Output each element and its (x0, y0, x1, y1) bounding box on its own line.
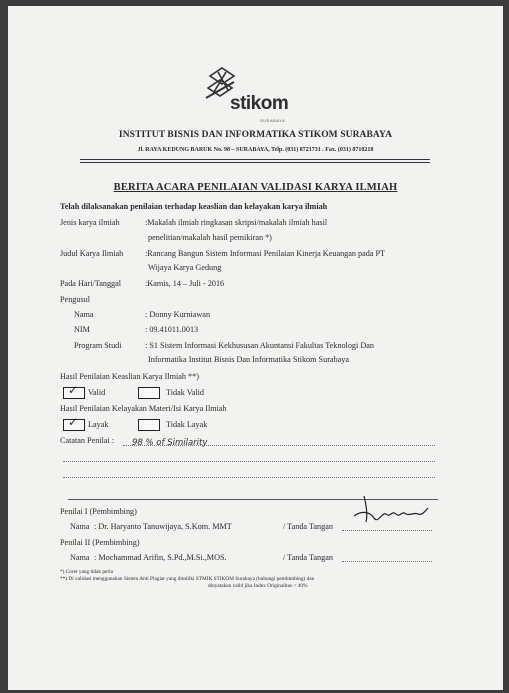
footnote-1: *) Coret yang tidak perlu (60, 569, 114, 575)
footnote-2-cont: dinyatakan valid jika Index Originalitas < 40% (208, 583, 308, 589)
header-divider-thin (80, 162, 430, 163)
jenis-value-cont: penelitian/makalah hasil pemikiran *) (148, 233, 272, 242)
hari-label: Pada Hari/Tanggal (60, 279, 122, 288)
header-divider (80, 159, 430, 160)
tidak-layak-label: Tidak Layak (166, 420, 208, 429)
nama-value: : Donny Kurniawan (145, 310, 211, 319)
tidak-valid-checkbox[interactable] (138, 387, 160, 399)
kelayakan-label: Hasil Penilaian Kelayakan Materi/Isi Karya Ilmiah (60, 404, 227, 413)
layak-label: Layak (88, 420, 109, 429)
judul-value: :Rancang Bangun Sistem Informasi Penilaian Kinerja Keuangan pada PT (145, 249, 386, 258)
catatan-label: Catatan Penilai : (60, 436, 115, 445)
footnote-2: **) Di validasi menggunakan Sistem Anti Plagiat yang dimiliki STMIK STIKOM Surabaya (hubungi pembimbing) dan (60, 576, 315, 582)
jenis-label: Jenis karya ilmiah (60, 218, 120, 227)
tidak-layak-checkbox[interactable] (138, 419, 160, 431)
penilai1-nama-value: : Dr. Haryanto Tanuwijaya, S.Kom. MMT (94, 522, 232, 531)
nama-label: Nama (74, 310, 94, 319)
penilai1-nama-label: Nama (70, 522, 90, 531)
penilai2-nama-label: Nama (70, 553, 90, 562)
signature-icon (344, 490, 432, 530)
judul-label: Judul Karya Ilmiah (60, 249, 124, 258)
prodi-value: : S1 Sistem Informasi Kekhususan Akuntansi Fakultas Teknologi Dan (145, 341, 374, 350)
layak-checkbox[interactable] (63, 415, 85, 431)
catatan-line-3 (63, 477, 435, 478)
prodi-value-cont: Informatika Institut Bisnis Dan Informatika Stikom Surabaya (148, 355, 350, 364)
penilai1-heading: Penilai I (Pembimbing) (60, 507, 137, 516)
penilai1-signature-line (342, 530, 432, 531)
jenis-value: :Makalah ilmiah ringkasan skripsi/makalah ilmiah hasil (145, 218, 328, 227)
catatan-line-2 (63, 461, 435, 462)
penilai2-signature-line (342, 561, 432, 562)
penilai2-ttd-label: / Tanda Tangan (283, 553, 333, 562)
valid-label: Valid (88, 388, 106, 397)
check-icon: ✓ (68, 383, 79, 397)
penilai2-heading: Penilai II (Pembimbing) (60, 538, 140, 547)
logo-wordmark: stikom (230, 93, 289, 114)
intro-text: Telah dilaksanakan penilaian terhadap keaslian dan kelayakan karya ilmiah (60, 202, 328, 211)
document-page (8, 6, 503, 690)
keaslian-label: Hasil Penilaian Keaslian Karya Ilmiah **) (60, 372, 199, 381)
penilai2-nama-value: : Mochammad Arifin, S.Pd.,M.Si.,MOS. (94, 553, 227, 562)
institution-address: Jl. RAYA KEDUNG BARUK No. 98 – SURABAYA, Telp. (031) 8721731 . Fax. (031) 8710218 (137, 147, 374, 153)
judul-value-cont: Wijaya Karya Gedung (148, 263, 222, 272)
prodi-label: Program Studi (74, 341, 122, 350)
tidak-valid-label: Tidak Valid (166, 388, 204, 397)
logo-subtext: SURABAYA (260, 118, 286, 123)
nim-value: : 09.41011.0013 (145, 325, 199, 334)
check-icon: ✓ (68, 415, 79, 429)
pengusul-label: Pengusul (60, 295, 91, 304)
nim-label: NIM (74, 325, 90, 334)
hari-value: :Kamis, 14 – Juli - 2016 (145, 279, 225, 288)
document-title: BERITA ACARA PENILAIAN VALIDASI KARYA ILMIAH (113, 182, 398, 193)
penilai1-ttd-label: / Tanda Tangan (283, 522, 333, 531)
institution-name: INSTITUT BISNIS DAN INFORMATIKA STIKOM SURABAYA (118, 130, 393, 140)
valid-checkbox[interactable] (63, 383, 85, 399)
catatan-handwritten: 98 % of Similarity (132, 438, 208, 448)
